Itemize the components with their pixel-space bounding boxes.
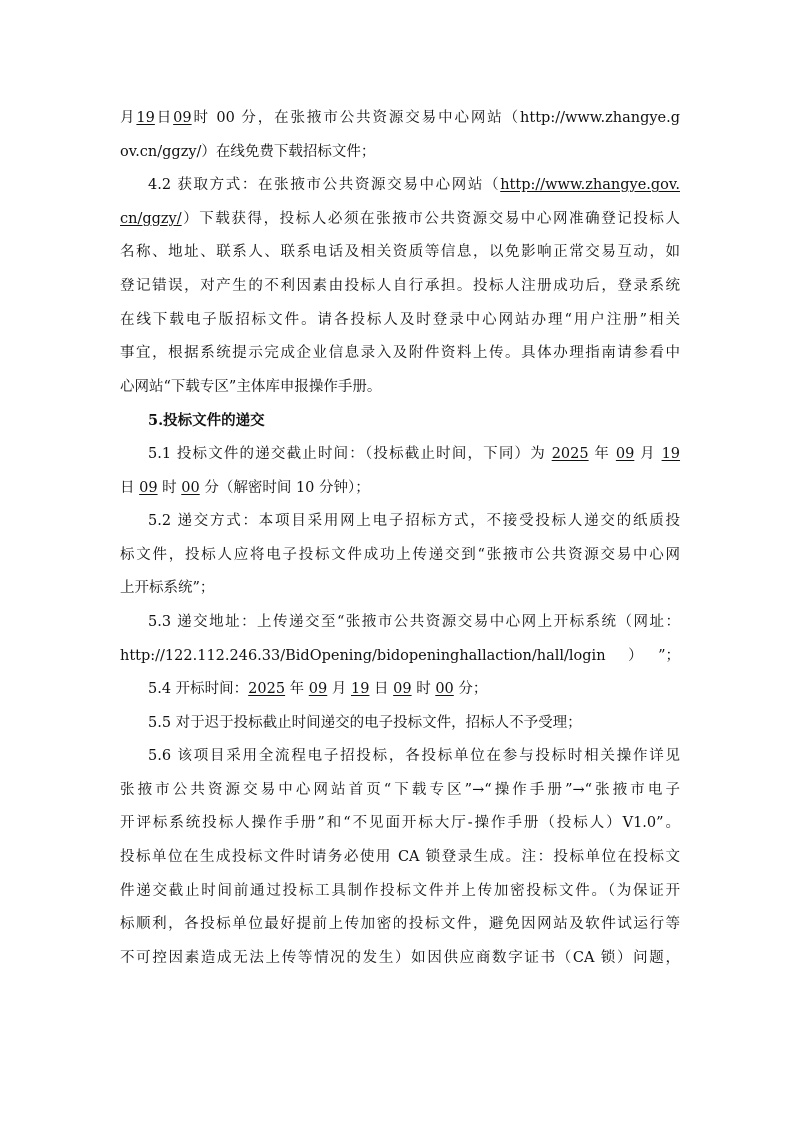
text-line: 月19日09时 00 分，在张掖市公共资源交易中心网站（http://www.zhangye.g: [120, 110, 681, 126]
date-day: 19: [350, 681, 370, 698]
text-line: 5.1 投标文件的递交截止时间：（投标截止时间，下同）为 2025 年 09 月 19: [148, 445, 681, 462]
date-day: 19: [136, 110, 155, 126]
text-line: 5.3 递交地址：上传递交至“张掖市公共资源交易中心网上开标系统（网址：: [148, 613, 680, 630]
date-minute: 00: [435, 681, 454, 698]
text-line: 事宜，根据系统提示完成企业信息录入及附件资料上传。具体办理指南请参看中: [120, 345, 680, 362]
text-line: 张掖市公共资源交易中心网站首页“下载专区”→“操作手册”→“张掖市电子: [120, 781, 680, 798]
text-line: 4.2 获取方式：在张掖市公共资源交易中心网站（http://www.zhangye.gov.: [148, 177, 680, 194]
section-heading: 5.投标文件的递交: [148, 412, 265, 430]
text-line: 5.2 递交方式：本项目采用网上电子招标方式，不接受投标人递交的纸质投: [148, 513, 680, 530]
text-line: ov.cn/ggzy/）在线免费下载招标文件；: [120, 143, 376, 160]
text-line: 心网站“下载专区”主体库申报操作手册。: [120, 378, 382, 395]
text-line: cn/ggzy/）下载获得，投标人必须在张掖市公共资源交易中心网准确登记投标人: [120, 210, 680, 227]
date-year: 2025: [551, 445, 589, 462]
date-hour: 09: [139, 479, 158, 496]
text-line: 5.6 该项目采用全流程电子招投标，各投标单位在参与投标时相关操作详见: [148, 748, 680, 765]
website-link[interactable]: cn/ggzy/: [120, 210, 182, 227]
text-line: 标文件，投标人应将电子投标文件成功上传递交到“张掖市公共资源交易中心网: [120, 546, 680, 563]
text-line: 在线下载电子版招标文件。请各投标人及时登录中心网站办理“用户注册”相关: [120, 311, 680, 328]
text-line: 标顺利，各投标单位最好提前上传加密的投标文件，避免因网站及软件试运行等: [120, 916, 680, 933]
text-line: 件递交截止时间前通过投标工具制作投标文件并上传加密投标文件。（为保证开: [120, 882, 680, 899]
date-month: 09: [308, 681, 328, 698]
text-line: 不可控因素造成无法上传等情况的发生）如因供应商数字证书（CA 锁）问题，: [120, 949, 680, 966]
website-link[interactable]: http://www.zhangye.gov.: [500, 177, 680, 194]
text-line: 名称、地址、联系人、联系电话及相关资质等信息，以免影响正常交易互动，如: [120, 244, 680, 261]
text-line: 开评标系统投标人操作手册”和“不见面开标大厅-操作手册（投标人）V1.0”。: [120, 815, 680, 832]
text-line: http://122.112.246.33/BidOpening/bidopeninghallaction/hall/login）”；: [120, 647, 680, 664]
date-hour: 09: [173, 110, 192, 126]
text-line: 5.5 对于迟于投标截止时间递交的电子投标文件，招标人不予受理；: [148, 714, 582, 731]
document-page: [120, 102, 680, 975]
date-year: 2025: [248, 681, 286, 698]
date-day: 19: [661, 445, 681, 462]
date-month: 09: [615, 445, 635, 462]
text-line: 日 09 时 00 分（解密时间 10 分钟）；: [120, 479, 370, 496]
date-hour: 09: [393, 681, 412, 698]
text-line: 投标单位在生成投标文件时请务必使用 CA 锁登录生成。注：投标单位在投标文: [120, 849, 680, 866]
text-line: 上开标系统”；: [120, 580, 215, 597]
date-minute: 00: [181, 479, 200, 496]
text-line: 登记错误，对产生的不利因素由投标人自行承担。投标人注册成功后，登录系统: [120, 277, 680, 294]
text-line: 5.4 开标时间：2025 年 09 月 19 日 09 时 00 分；: [148, 681, 488, 698]
